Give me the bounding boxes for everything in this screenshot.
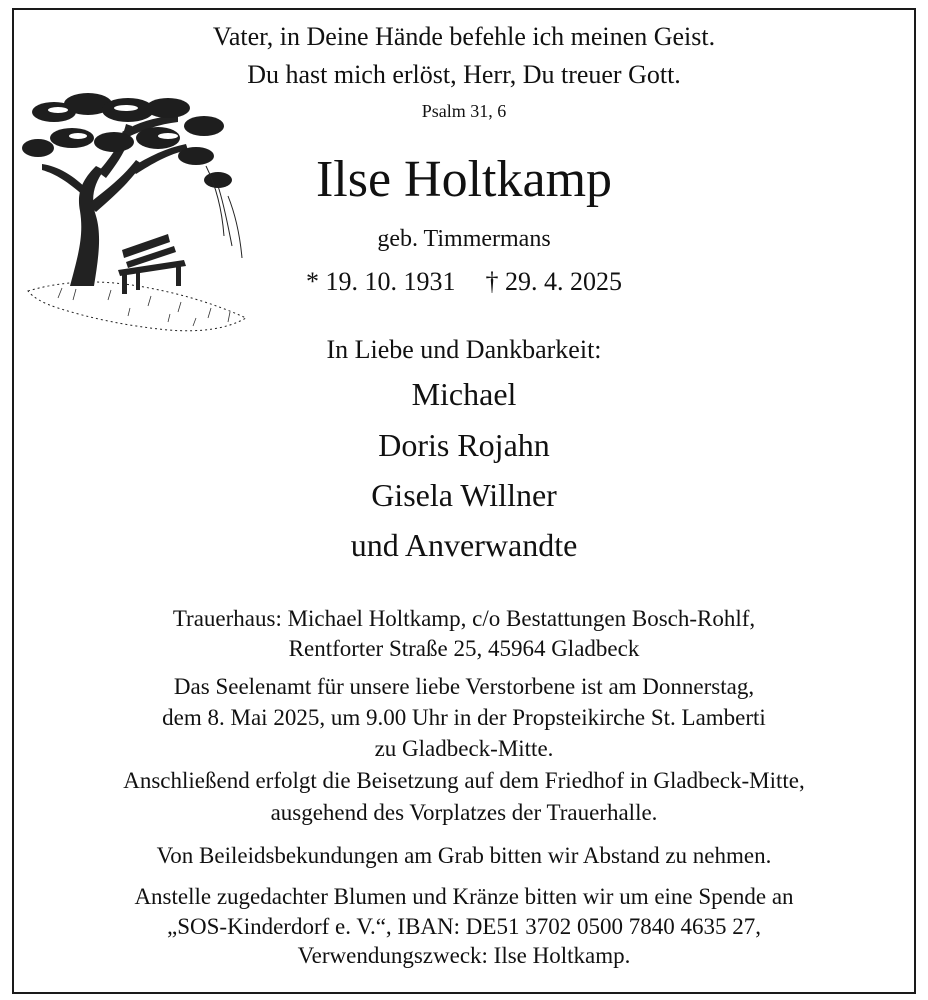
details-line: Anstelle zugedachter Blumen und Kränze bitten wir um eine Spende an <box>134 884 794 909</box>
mourner-name: Doris Rojahn <box>378 427 550 463</box>
details-line: Verwendungszweck: Ilse Holtkamp. <box>297 943 631 968</box>
birth-name: geb. Timmermans <box>377 226 551 252</box>
details-line: zu Gladbeck-Mitte. <box>374 736 554 761</box>
mourner-name: Michael <box>411 376 517 412</box>
details-line: Von Beileidsbekundungen am Grab bitten wir Abstand zu nehmen. <box>156 843 772 868</box>
details-line: „SOS-Kinderdorf e. V.“, IBAN: DE51 3702 0500 7840 4635 27, <box>167 914 761 939</box>
details-line: Das Seelenamt für unsere liebe Verstorbene ist am Donnerstag, <box>173 674 755 699</box>
birth-date: * 19. 10. 1931 <box>306 267 456 296</box>
details-line: Rentforter Straße 25, 45964 Gladbeck <box>288 636 640 661</box>
details-line: ausgehend des Vorplatzes der Trauerhalle. <box>270 800 658 825</box>
details-line: Anschließend erfolgt die Beisetzung auf dem Friedhof in Gladbeck-Mitte, <box>123 768 805 793</box>
details-line: dem 8. Mai 2025, um 9.00 Uhr in der Propsteikirche St. Lamberti <box>162 705 766 730</box>
life-dates <box>0 267 928 297</box>
verse-line-2: Du hast mich erlöst, Herr, Du treuer Gott. <box>247 60 681 89</box>
death-date: † 29. 4. 2025 <box>485 267 622 296</box>
details-line: Trauerhaus: Michael Holtkamp, c/o Bestattungen Bosch-Rohlf, <box>172 606 756 631</box>
deceased-name: Ilse Holtkamp <box>315 151 613 208</box>
tree-with-bench-icon <box>18 86 258 338</box>
verse-line-1: Vater, in Deine Hände befehle ich meinen Geist. <box>212 22 716 51</box>
verse-reference: Psalm 31, 6 <box>421 101 507 121</box>
mourners-intro: In Liebe und Dankbarkeit: <box>326 335 602 364</box>
mourner-name: und Anverwandte <box>350 527 578 563</box>
mourner-name: Gisela Willner <box>371 477 557 513</box>
